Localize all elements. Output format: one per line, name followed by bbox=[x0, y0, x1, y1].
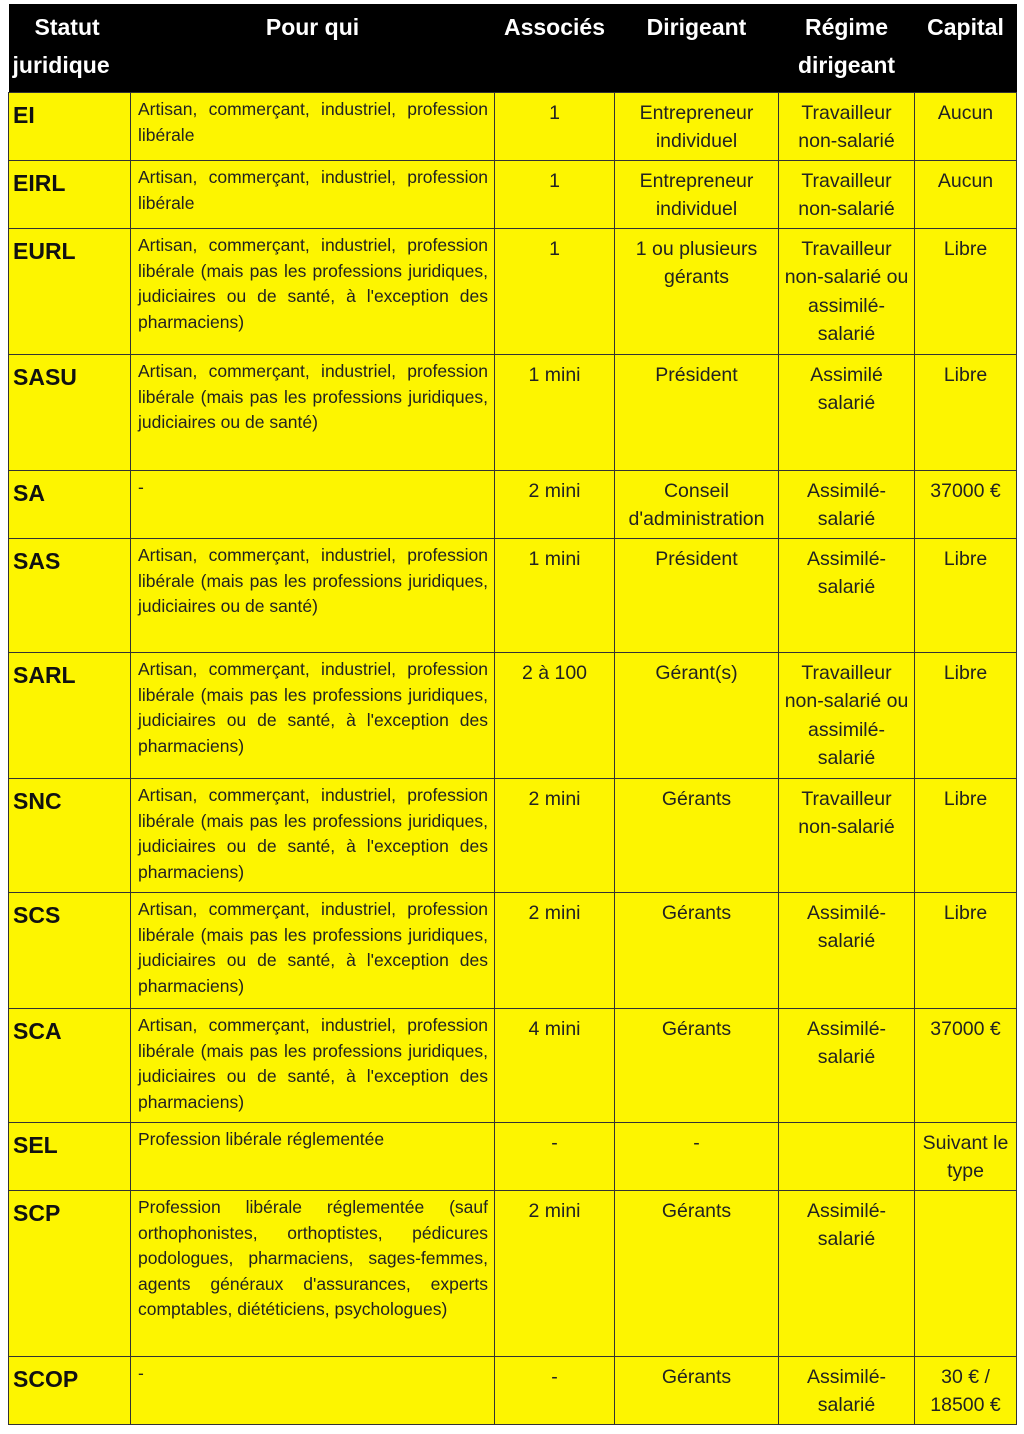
table-row bbox=[9, 1009, 1017, 1123]
cell-pour-qui: Artisan, commerçant, industriel, profession libérale bbox=[131, 93, 495, 161]
header-pour-qui: Pour qui bbox=[131, 4, 495, 93]
cell-regime bbox=[779, 1123, 915, 1191]
table-row bbox=[9, 1357, 1017, 1425]
cell-statut: SCP bbox=[9, 1191, 131, 1357]
cell-capital: 37000 € bbox=[915, 1009, 1017, 1123]
cell-regime: Travailleur non-salarié bbox=[779, 779, 915, 893]
table-row bbox=[9, 653, 1017, 779]
cell-capital: Aucun bbox=[915, 161, 1017, 229]
table-row bbox=[9, 93, 1017, 161]
table-row bbox=[9, 229, 1017, 355]
cell-dirigeant: Président bbox=[615, 355, 779, 471]
cell-regime: Assimilé salarié bbox=[779, 355, 915, 471]
table-row bbox=[9, 1123, 1017, 1191]
cell-capital: Libre bbox=[915, 653, 1017, 779]
cell-pour-qui: Artisan, commerçant, industriel, profession libérale bbox=[131, 161, 495, 229]
table-row bbox=[9, 779, 1017, 893]
cell-dirigeant: Gérants bbox=[615, 1009, 779, 1123]
table-row bbox=[9, 161, 1017, 229]
cell-dirigeant: - bbox=[615, 1123, 779, 1191]
cell-capital: Aucun bbox=[915, 93, 1017, 161]
table-row bbox=[9, 539, 1017, 653]
cell-dirigeant: Entrepreneur individuel bbox=[615, 93, 779, 161]
cell-statut: SARL bbox=[9, 653, 131, 779]
cell-capital: Libre bbox=[915, 539, 1017, 653]
cell-statut: EI bbox=[9, 93, 131, 161]
cell-pour-qui: Artisan, commerçant, industriel, profession libérale (mais pas les professions juridiques, judiciaires ou de santé, à l'exception des pharmaciens) bbox=[131, 779, 495, 893]
cell-associes: 2 mini bbox=[495, 471, 615, 539]
cell-statut: EIRL bbox=[9, 161, 131, 229]
cell-regime: Assimilé-salarié bbox=[779, 539, 915, 653]
cell-dirigeant: 1 ou plusieurs gérants bbox=[615, 229, 779, 355]
header-dirigeant: Dirigeant bbox=[615, 4, 779, 93]
header-statut-line1: Statut bbox=[34, 14, 100, 40]
cell-associes: 2 mini bbox=[495, 1191, 615, 1357]
header-statut-line2: juridique bbox=[12, 52, 110, 78]
cell-capital: 30 € / 18500 € bbox=[915, 1357, 1017, 1425]
cell-statut: EURL bbox=[9, 229, 131, 355]
table-row bbox=[9, 355, 1017, 471]
cell-dirigeant: Entrepreneur individuel bbox=[615, 161, 779, 229]
cell-associes: 2 mini bbox=[495, 893, 615, 1009]
cell-associes: 2 mini bbox=[495, 779, 615, 893]
cell-capital: Libre bbox=[915, 893, 1017, 1009]
cell-capital: Libre bbox=[915, 355, 1017, 471]
header-row bbox=[9, 4, 1017, 93]
cell-statut: SA bbox=[9, 471, 131, 539]
cell-associes: - bbox=[495, 1123, 615, 1191]
cell-pour-qui: Profession libérale réglementée bbox=[131, 1123, 495, 1191]
cell-associes: 1 bbox=[495, 161, 615, 229]
cell-associes: - bbox=[495, 1357, 615, 1425]
cell-capital: Libre bbox=[915, 779, 1017, 893]
cell-associes: 2 à 100 bbox=[495, 653, 615, 779]
cell-associes: 1 mini bbox=[495, 539, 615, 653]
cell-dirigeant: Gérant(s) bbox=[615, 653, 779, 779]
cell-capital bbox=[915, 1191, 1017, 1357]
header-associes: Associés bbox=[495, 4, 615, 93]
cell-associes: 4 mini bbox=[495, 1009, 615, 1123]
cell-dirigeant: Président bbox=[615, 539, 779, 653]
cell-capital: Suivant le type bbox=[915, 1123, 1017, 1191]
table-row bbox=[9, 471, 1017, 539]
cell-dirigeant: Gérants bbox=[615, 1357, 779, 1425]
cell-regime: Assimilé-salarié bbox=[779, 471, 915, 539]
cell-statut: SAS bbox=[9, 539, 131, 653]
table-header bbox=[9, 4, 1017, 93]
cell-dirigeant: Gérants bbox=[615, 779, 779, 893]
header-regime: Régime dirigeant bbox=[779, 4, 915, 93]
table-body bbox=[9, 93, 1017, 1425]
header-statut bbox=[9, 4, 131, 93]
cell-capital: Libre bbox=[915, 229, 1017, 355]
cell-regime: Assimilé-salarié bbox=[779, 1357, 915, 1425]
cell-regime: Assimilé-salarié bbox=[779, 1191, 915, 1357]
cell-dirigeant: Conseil d'administration bbox=[615, 471, 779, 539]
cell-statut: SEL bbox=[9, 1123, 131, 1191]
cell-pour-qui: Artisan, commerçant, industriel, profession libérale (mais pas les professions juridiques, judiciaires ou de santé, à l'exception des pharmaciens) bbox=[131, 893, 495, 1009]
legal-status-table bbox=[8, 4, 1017, 1425]
header-capital: Capital bbox=[915, 4, 1017, 93]
cell-regime: Travailleur non-salarié bbox=[779, 161, 915, 229]
cell-pour-qui: Artisan, commerçant, industriel, profession libérale (mais pas les professions juridiques, judiciaires ou de santé, à l'exception des pharmaciens) bbox=[131, 1009, 495, 1123]
cell-dirigeant: Gérants bbox=[615, 1191, 779, 1357]
cell-pour-qui: Artisan, commerçant, industriel, profession libérale (mais pas les professions juridiques, judiciaires ou de santé) bbox=[131, 539, 495, 653]
cell-associes: 1 bbox=[495, 93, 615, 161]
cell-regime: Travailleur non-salarié ou assimilé-salarié bbox=[779, 229, 915, 355]
cell-pour-qui: - bbox=[131, 1357, 495, 1425]
cell-pour-qui: Profession libérale réglementée (sauf orthophonistes, orthoptistes, pédicures podologues, pharmaciens, sages-femmes, agents généraux d'assurances, experts comptables, diététiciens, psychologues) bbox=[131, 1191, 495, 1357]
cell-pour-qui: Artisan, commerçant, industriel, profession libérale (mais pas les professions juridiques, judiciaires ou de santé) bbox=[131, 355, 495, 471]
cell-associes: 1 mini bbox=[495, 355, 615, 471]
cell-regime: Travailleur non-salarié ou assimilé-salarié bbox=[779, 653, 915, 779]
cell-pour-qui: - bbox=[131, 471, 495, 539]
cell-regime: Assimilé-salarié bbox=[779, 1009, 915, 1123]
cell-regime: Travailleur non-salarié bbox=[779, 93, 915, 161]
cell-associes: 1 bbox=[495, 229, 615, 355]
cell-capital: 37000 € bbox=[915, 471, 1017, 539]
table-row bbox=[9, 1191, 1017, 1357]
cell-statut: SCA bbox=[9, 1009, 131, 1123]
cell-pour-qui: Artisan, commerçant, industriel, profession libérale (mais pas les professions juridiques, judiciaires ou de santé, à l'exception des pharmaciens) bbox=[131, 653, 495, 779]
cell-statut: SNC bbox=[9, 779, 131, 893]
cell-dirigeant: Gérants bbox=[615, 893, 779, 1009]
cell-pour-qui: Artisan, commerçant, industriel, profession libérale (mais pas les professions juridiques, judiciaires ou de santé, à l'exception des pharmaciens) bbox=[131, 229, 495, 355]
cell-statut: SCOP bbox=[9, 1357, 131, 1425]
cell-statut: SCS bbox=[9, 893, 131, 1009]
cell-statut: SASU bbox=[9, 355, 131, 471]
table-row bbox=[9, 893, 1017, 1009]
cell-regime: Assimilé-salarié bbox=[779, 893, 915, 1009]
